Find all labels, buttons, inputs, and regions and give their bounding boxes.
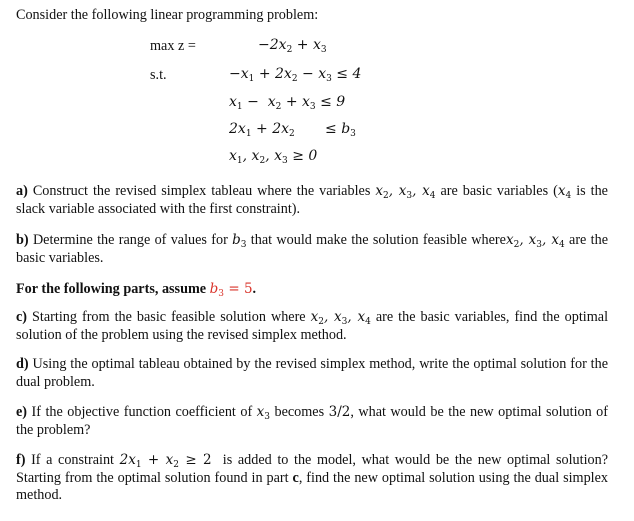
part-a <box>16 183 608 218</box>
constraint-3-rhs: ≤ $b_3$ <box>325 121 356 139</box>
constraint-3-lhs: $2x_1 + 2x_2$ <box>229 121 295 139</box>
subject-to-label: s.t. <box>150 67 167 83</box>
part-a-text: Construct the revised simplex tableau where the variables $x_2$, $x_3$, $x_4$ are basic variables ($x_4$ is the slack variable associated with the first constraint). <box>16 183 608 217</box>
part-c-label: c) <box>16 309 28 325</box>
objective-label: max z = <box>150 38 196 54</box>
intro-text: Consider the following linear programming problem: <box>16 7 319 23</box>
part-c-text: Starting from the basic feasible solution where $x_2$, $x_3$, $x_4$ are the basic variables, find the optimal solution of the problem using the revised simplex method. <box>16 309 609 343</box>
part-e <box>16 404 608 439</box>
part-b-label: b) <box>16 232 29 248</box>
part-e-text: If the objective function coefficient of $x_3$ becomes 3/2, what would be the new optimal solution of the problem? <box>16 404 608 438</box>
part-d-text: Using the optimal tableau obtained by the revised simplex method, write the optimal solution for the dual problem. <box>16 356 609 390</box>
part-d-label: d) <box>16 356 29 372</box>
part-f-c-reference: c <box>292 469 299 486</box>
assumption-suffix: . <box>252 281 257 297</box>
part-b <box>16 232 608 267</box>
part-c <box>16 309 608 344</box>
part-e-label: e) <box>16 404 28 420</box>
assumption-line <box>16 281 256 299</box>
objective-expression: $-2x_2 + x_3$ <box>258 37 327 55</box>
constraint-2: $x_1 - x_2 + x_3 \le 9$ <box>229 94 346 112</box>
nonnegativity-constraint: $x_1$, $x_2$, $x_3 \ge 0$ <box>229 148 318 166</box>
part-f-label: f) <box>16 452 26 468</box>
assumption-value: $b_3 = 5$ <box>209 281 253 299</box>
assumption-prefix: For the following parts, assume <box>16 281 207 297</box>
part-f-text-end: , find the new optimal solution using the dual simplex method. <box>16 469 608 503</box>
part-f <box>16 452 608 505</box>
constraint-1: $-x_1 + 2x_2 - x_3 \le 4$ <box>229 66 362 84</box>
part-a-label: a) <box>16 183 28 199</box>
part-f-text: If a constraint $2x_1 + x_2 \ge 2$ is added to the model, what would be the new optimal solution? Starting from the optimal solution found in part <box>16 452 608 486</box>
part-d <box>16 356 608 391</box>
part-b-text: Determine the range of values for $b_3$ that would make the solution feasible wherex$_2$, $x_3$, $x_4$ are the basic variables. <box>16 232 608 266</box>
